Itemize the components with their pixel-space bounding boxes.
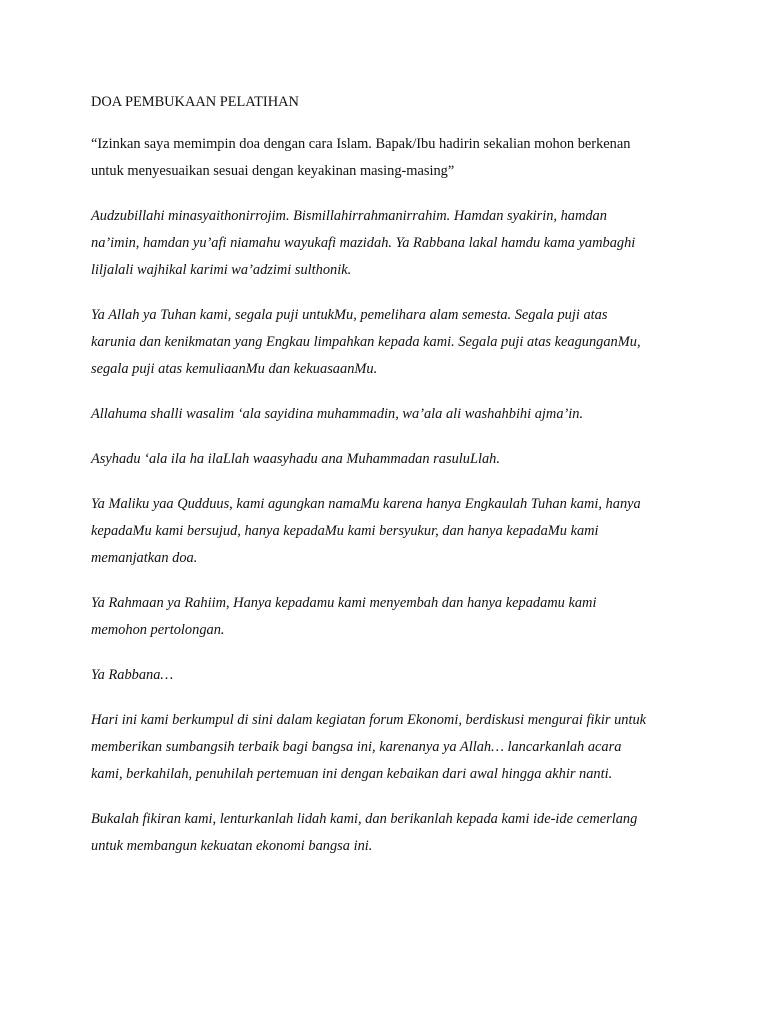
paragraph-line: segala puji atas kemuliaanMu dan kekuasaanMu. (91, 361, 378, 377)
prayer-paragraph-praise (91, 302, 691, 383)
paragraph-line: Bukalah fikiran kami, lenturkanlah lidah kami, dan berikanlah kepada kami ide-ide cemerlang (91, 811, 638, 827)
paragraph-line: Asyhadu ‘ala ila ha ilaLlah waasyhadu ana Muhammadan rasuluLlah. (91, 451, 500, 467)
paragraph-line: memohon pertolongan. (91, 622, 225, 638)
paragraph-line: Hari ini kami berkumpul di sini dalam kegiatan forum Ekonomi, berdiskusi mengurai fikir untuk (91, 712, 647, 728)
intro-paragraph (91, 131, 691, 185)
paragraph-line: karunia dan kenikmatan yang Engkau limpahkan kepada kami. Segala puji atas keagunganMu, (91, 334, 641, 350)
document-body (91, 90, 691, 878)
prayer-paragraph-forum (91, 707, 691, 788)
paragraph-line: memberikan sumbangsih terbaik bagi bangsa ini, karenanya ya Allah… lancarkanlah acara (91, 739, 622, 755)
prayer-paragraph-opening (91, 203, 691, 284)
paragraph-line: Ya Maliku yaa Qudduus, kami agungkan namaMu karena hanya Engkaulah Tuhan kami, hanya (91, 496, 641, 512)
paragraph-line: kepadaMu kami bersujud, hanya kepadaMu kami bersyukur, dan hanya kepadaMu kami (91, 523, 599, 539)
paragraph-line: Ya Allah ya Tuhan kami, segala puji untukMu, pemelihara alam semesta. Segala puji atas (91, 307, 608, 323)
intro-line: untuk menyesuaikan sesuai dengan keyakinan masing-masing” (91, 163, 455, 179)
prayer-paragraph-maliku (91, 491, 691, 572)
paragraph-line: kami, berkahilah, penuhilah pertemuan ini dengan kebaikan dari awal hingga akhir nanti. (91, 766, 613, 782)
paragraph-line: liljalali wajhikal karimi wa’adzimi sulthonik. (91, 262, 352, 278)
paragraph-line: Ya Rabbana… (91, 667, 174, 683)
paragraph-line: Ya Rahmaan ya Rahiim, Hanya kepadamu kami menyembah dan hanya kepadamu kami (91, 595, 597, 611)
paragraph-line: untuk membangun kekuatan ekonomi bangsa ini. (91, 838, 373, 854)
prayer-paragraph-syahadat (91, 446, 691, 473)
paragraph-line: Audzubillahi minasyaithonirrojim. Bismillahirrahmanirrahim. Hamdan syakirin, hamdan (91, 208, 607, 224)
prayer-paragraph-rabbana (91, 662, 691, 689)
prayer-paragraph-closing (91, 806, 691, 860)
intro-line: “Izinkan saya memimpin doa dengan cara Islam. Bapak/Ibu hadirin sekalian mohon berkenan (91, 136, 631, 152)
paragraph-line: Allahuma shalli wasalim ‘ala sayidina muhammadin, wa’ala ali washahbihi ajma’in. (91, 406, 584, 422)
paragraph-line: na’imin, hamdan yu’afi niamahu wayukafi mazidah. Ya Rabbana lakal hamdu kama yambaghi (91, 235, 636, 251)
prayer-paragraph-rahmaan (91, 590, 691, 644)
paragraph-line: memanjatkan doa. (91, 550, 198, 566)
document-title: DOA PEMBUKAAN PELATIHAN (91, 94, 299, 110)
prayer-paragraph-shalawat (91, 401, 691, 428)
